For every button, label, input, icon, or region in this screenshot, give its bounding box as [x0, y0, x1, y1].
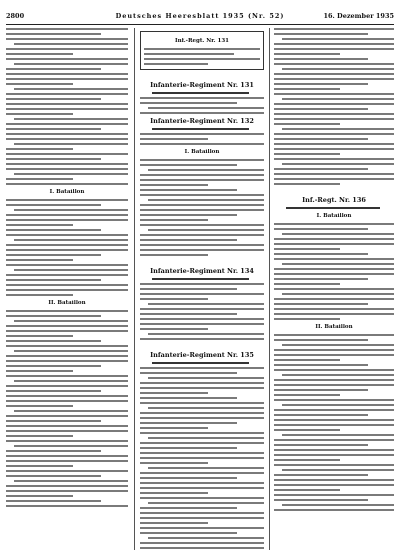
- text-line: [148, 229, 264, 231]
- column-divider: [134, 28, 135, 550]
- text-line: [6, 163, 128, 165]
- text-line: [6, 214, 128, 216]
- text-line: [6, 345, 128, 347]
- text-line: [140, 133, 264, 135]
- text-line: [274, 439, 394, 441]
- text-line: [274, 424, 394, 426]
- text-line: [148, 199, 264, 201]
- section-heading: Infanterie-Regiment Nr. 134: [150, 268, 254, 275]
- text-line: [274, 484, 394, 486]
- text-line: [274, 238, 394, 240]
- text-line: [140, 487, 264, 489]
- text-line: [6, 264, 128, 266]
- text-line: [274, 53, 340, 55]
- text-line: [282, 163, 394, 165]
- text-line: [140, 547, 264, 549]
- text-line: [274, 83, 368, 85]
- text-line: [140, 184, 208, 186]
- text-line: [140, 447, 237, 449]
- text-line: [140, 308, 264, 310]
- text-line: [274, 248, 340, 250]
- text-line: [140, 164, 237, 166]
- text-line: [282, 68, 394, 70]
- text-line: [140, 542, 264, 544]
- text-line: [140, 254, 208, 256]
- text-line: [282, 293, 394, 295]
- text-line: [274, 48, 394, 50]
- text-line: [274, 243, 394, 245]
- text-line: [6, 315, 101, 317]
- text-line: [6, 68, 101, 70]
- text-line: [282, 128, 394, 130]
- text-line: [274, 78, 394, 80]
- column-right: [274, 28, 394, 550]
- text-line: [6, 78, 128, 80]
- text-line: [6, 420, 101, 422]
- text-line: [6, 199, 128, 201]
- text-line: [286, 207, 380, 209]
- text-line: [6, 400, 128, 402]
- text-line: [140, 288, 237, 290]
- text-line: [274, 273, 394, 275]
- text-line: [282, 504, 394, 506]
- text-line: [6, 435, 73, 437]
- text-line: [140, 249, 264, 251]
- text-line: [274, 288, 394, 290]
- text-line: [144, 48, 260, 50]
- section-heading: II. Bataillon: [315, 324, 353, 330]
- text-line: [6, 178, 73, 180]
- text-line: [14, 480, 128, 482]
- text-line: [274, 419, 394, 421]
- page-number: 2800: [6, 12, 25, 20]
- spacer: [274, 188, 394, 193]
- text-line: [274, 489, 340, 491]
- text-line: [140, 143, 264, 145]
- text-line: [6, 93, 128, 95]
- text-line: [6, 73, 128, 75]
- text-line: [274, 138, 368, 140]
- text-line: [6, 204, 101, 206]
- text-line: [140, 372, 237, 374]
- text-line: [274, 153, 340, 155]
- text-line: [6, 259, 73, 261]
- text-line: [6, 38, 128, 40]
- text-line: [14, 173, 128, 175]
- text-line: [274, 414, 368, 416]
- text-line: [152, 278, 249, 280]
- text-line: [140, 527, 264, 529]
- text-line: [6, 168, 128, 170]
- text-line: [274, 178, 394, 180]
- text-line: [140, 392, 208, 394]
- text-line: [6, 279, 101, 281]
- section-heading: Infanterie-Regiment Nr. 132: [150, 118, 254, 125]
- column-left: [6, 28, 128, 550]
- text-line: [6, 390, 101, 392]
- text-line: [6, 123, 128, 125]
- text-line: [274, 313, 394, 315]
- text-line: [6, 485, 128, 487]
- text-line: [282, 233, 394, 235]
- text-line: [6, 415, 128, 417]
- spacer: [140, 259, 264, 264]
- text-line: [148, 303, 264, 305]
- text-line: [140, 387, 264, 389]
- text-line: [6, 128, 101, 130]
- text-line: [274, 143, 394, 145]
- text-line: [6, 370, 73, 372]
- text-line: [140, 497, 264, 499]
- text-line: [6, 219, 128, 221]
- text-line: [6, 360, 128, 362]
- text-line: [6, 53, 73, 55]
- text-line: [274, 394, 340, 396]
- text-line: [6, 133, 128, 135]
- text-line: [140, 338, 264, 340]
- text-line: [140, 313, 237, 315]
- text-line: [282, 38, 394, 40]
- text-line: [140, 477, 237, 479]
- text-line: [282, 374, 394, 376]
- text-line: [140, 382, 264, 384]
- text-line: [152, 92, 249, 94]
- text-line: [148, 537, 264, 539]
- section-heading: I. Bataillon: [316, 213, 352, 219]
- text-line: [274, 93, 394, 95]
- text-line: [14, 118, 128, 120]
- text-line: [274, 479, 394, 481]
- text-line: [274, 283, 340, 285]
- text-line: [148, 333, 264, 335]
- text-line: [274, 183, 340, 185]
- text-line: [6, 249, 128, 251]
- text-line: [274, 444, 368, 446]
- text-line: [274, 389, 368, 391]
- text-line: [144, 53, 234, 55]
- text-line: [148, 437, 264, 439]
- text-line: [6, 465, 73, 467]
- text-line: [274, 133, 394, 135]
- text-line: [152, 362, 249, 364]
- text-line: [140, 323, 264, 325]
- text-line: [6, 148, 73, 150]
- text-line: [6, 108, 128, 110]
- text-line: [140, 512, 264, 514]
- text-line: [274, 258, 394, 260]
- spacer: [140, 343, 264, 348]
- text-line: [6, 500, 101, 502]
- text-line: [148, 107, 264, 109]
- text-line: [274, 158, 394, 160]
- text-line: [140, 293, 264, 295]
- text-line: [274, 278, 368, 280]
- text-line: [6, 330, 128, 332]
- text-line: [274, 509, 394, 511]
- text-line: [274, 123, 340, 125]
- text-line: [6, 405, 73, 407]
- text-line: [282, 434, 394, 436]
- text-line: [140, 462, 208, 464]
- text-line: [14, 88, 128, 90]
- text-line: [140, 367, 264, 369]
- text-line: [274, 449, 394, 451]
- text-line: [274, 168, 368, 170]
- text-line: [6, 385, 128, 387]
- text-line: [282, 98, 394, 100]
- text-line: [140, 318, 264, 320]
- text-line: [148, 169, 264, 171]
- text-line: [6, 505, 128, 507]
- text-line: [140, 472, 264, 474]
- text-line: [6, 98, 101, 100]
- text-line: [148, 502, 264, 504]
- text-line: [140, 482, 264, 484]
- text-line: [6, 325, 128, 327]
- text-line: [140, 112, 264, 114]
- section-box: [140, 31, 264, 70]
- text-line: [140, 457, 264, 459]
- text-line: [6, 375, 128, 377]
- text-line: [274, 379, 394, 381]
- text-line: [282, 263, 394, 265]
- text-line: [282, 404, 394, 406]
- section-heading: I. Bataillon: [49, 189, 85, 195]
- section-heading: Inf.-Regt. Nr. 136: [302, 197, 366, 204]
- text-line: [274, 43, 394, 45]
- text-line: [140, 522, 208, 524]
- section-heading: Infanterie-Regiment Nr. 135: [150, 352, 254, 359]
- text-line: [140, 412, 264, 414]
- column-divider: [269, 28, 270, 550]
- text-line: [6, 490, 128, 492]
- text-line: [274, 429, 340, 431]
- text-line: [274, 474, 368, 476]
- text-line: [152, 128, 249, 130]
- text-line: [274, 364, 368, 366]
- text-line: [14, 410, 128, 412]
- text-line: [14, 445, 128, 447]
- text-line: [14, 43, 128, 45]
- text-line: [140, 138, 208, 140]
- text-line: [140, 432, 264, 434]
- text-line: [140, 209, 264, 211]
- page-date: 16. Dezember 1935: [323, 12, 394, 20]
- text-line: [140, 452, 264, 454]
- text-line: [140, 159, 264, 161]
- text-line: [140, 219, 208, 221]
- text-line: [6, 103, 128, 105]
- text-line: [14, 320, 128, 322]
- text-line: [6, 244, 128, 246]
- text-line: [274, 73, 394, 75]
- text-line: [14, 63, 128, 65]
- text-line: [274, 494, 394, 496]
- section-heading: I. Bataillon: [184, 149, 220, 155]
- text-line: [6, 83, 73, 85]
- text-line: [140, 283, 264, 285]
- page-title: Deutsches Heeresblatt 1935 (Nr. 52): [115, 12, 285, 20]
- text-line: [6, 254, 101, 256]
- spacer: [140, 73, 264, 78]
- text-line: [148, 407, 264, 409]
- text-line: [274, 399, 394, 401]
- text-line: [6, 158, 101, 160]
- text-line: [140, 517, 264, 519]
- text-line: [274, 63, 394, 65]
- text-line: [6, 450, 101, 452]
- text-line: [14, 380, 128, 382]
- text-line: [140, 417, 264, 419]
- text-line: [14, 269, 128, 271]
- text-line: [140, 97, 264, 99]
- text-line: [6, 355, 128, 357]
- text-line: [140, 328, 208, 330]
- text-line: [274, 28, 394, 30]
- text-line: [6, 234, 128, 236]
- text-line: [140, 402, 264, 404]
- text-line: [140, 532, 237, 534]
- section-heading: II. Bataillon: [48, 300, 86, 306]
- text-line: [140, 234, 264, 236]
- text-line: [274, 349, 394, 351]
- text-line: [14, 143, 128, 145]
- text-line: [6, 310, 128, 312]
- text-line: [6, 395, 128, 397]
- text-line: [6, 365, 101, 367]
- text-line: [6, 284, 128, 286]
- column-middle: [140, 28, 264, 550]
- text-line: [274, 318, 340, 320]
- text-line: [6, 274, 128, 276]
- text-line: [6, 183, 128, 185]
- text-line: [6, 440, 128, 442]
- text-line: [6, 58, 128, 60]
- text-line: [274, 354, 394, 356]
- text-line: [274, 298, 394, 300]
- text-line: [140, 298, 208, 300]
- text-line: [274, 173, 394, 175]
- text-line: [140, 239, 237, 241]
- text-line: [274, 268, 394, 270]
- text-line: [274, 113, 394, 115]
- page-header: [6, 8, 394, 24]
- text-line: [282, 344, 394, 346]
- text-line: [140, 102, 237, 104]
- text-line: [274, 384, 394, 386]
- text-line: [274, 58, 368, 60]
- text-line: [6, 289, 128, 291]
- text-line: [274, 369, 394, 371]
- text-line: [274, 88, 340, 90]
- text-line: [6, 138, 128, 140]
- section-heading: Inf.-Regt. Nr. 131: [175, 38, 229, 44]
- text-line: [274, 459, 340, 461]
- text-line: [140, 204, 264, 206]
- section-heading: Infanterie-Regiment Nr. 131: [150, 82, 254, 89]
- text-line: [6, 430, 128, 432]
- header-rule: [6, 24, 394, 25]
- text-line: [274, 148, 394, 150]
- text-line: [6, 460, 128, 462]
- text-line: [6, 224, 73, 226]
- text-line: [140, 224, 264, 226]
- text-line: [274, 253, 368, 255]
- text-line: [274, 454, 394, 456]
- text-line: [6, 425, 128, 427]
- text-line: [274, 334, 394, 336]
- text-line: [140, 507, 237, 509]
- text-line: [6, 335, 73, 337]
- text-line: [14, 209, 128, 211]
- text-line: [6, 475, 101, 477]
- text-line: [274, 308, 394, 310]
- text-line: [6, 153, 128, 155]
- text-line: [6, 495, 73, 497]
- text-line: [148, 467, 264, 469]
- text-line: [274, 223, 394, 225]
- text-line: [274, 464, 394, 466]
- text-line: [6, 455, 128, 457]
- text-line: [274, 103, 394, 105]
- text-line: [274, 359, 340, 361]
- text-line: [140, 174, 264, 176]
- text-line: [6, 33, 101, 35]
- text-line: [6, 340, 101, 342]
- text-line: [274, 228, 368, 230]
- text-line: [140, 492, 208, 494]
- text-line: [274, 108, 368, 110]
- text-line: [140, 214, 237, 216]
- text-line: [6, 113, 73, 115]
- text-line: [148, 377, 264, 379]
- text-line: [140, 189, 237, 191]
- text-line: [6, 229, 101, 231]
- text-line: [282, 469, 394, 471]
- text-line: [140, 422, 237, 424]
- text-line: [274, 33, 368, 35]
- text-line: [6, 294, 73, 296]
- text-line: [140, 179, 264, 181]
- text-line: [6, 470, 128, 472]
- text-line: [274, 339, 368, 341]
- text-line: [14, 350, 128, 352]
- text-line: [144, 58, 260, 60]
- text-line: [274, 303, 368, 305]
- text-line: [144, 63, 208, 65]
- text-line: [140, 397, 237, 399]
- text-line: [274, 409, 394, 411]
- text-line: [6, 48, 128, 50]
- text-line: [274, 118, 394, 120]
- text-line: [14, 239, 128, 241]
- text-line: [140, 427, 208, 429]
- text-line: [140, 442, 264, 444]
- text-line: [6, 28, 128, 30]
- text-line: [140, 244, 264, 246]
- text-line: [274, 499, 368, 501]
- text-line: [140, 194, 264, 196]
